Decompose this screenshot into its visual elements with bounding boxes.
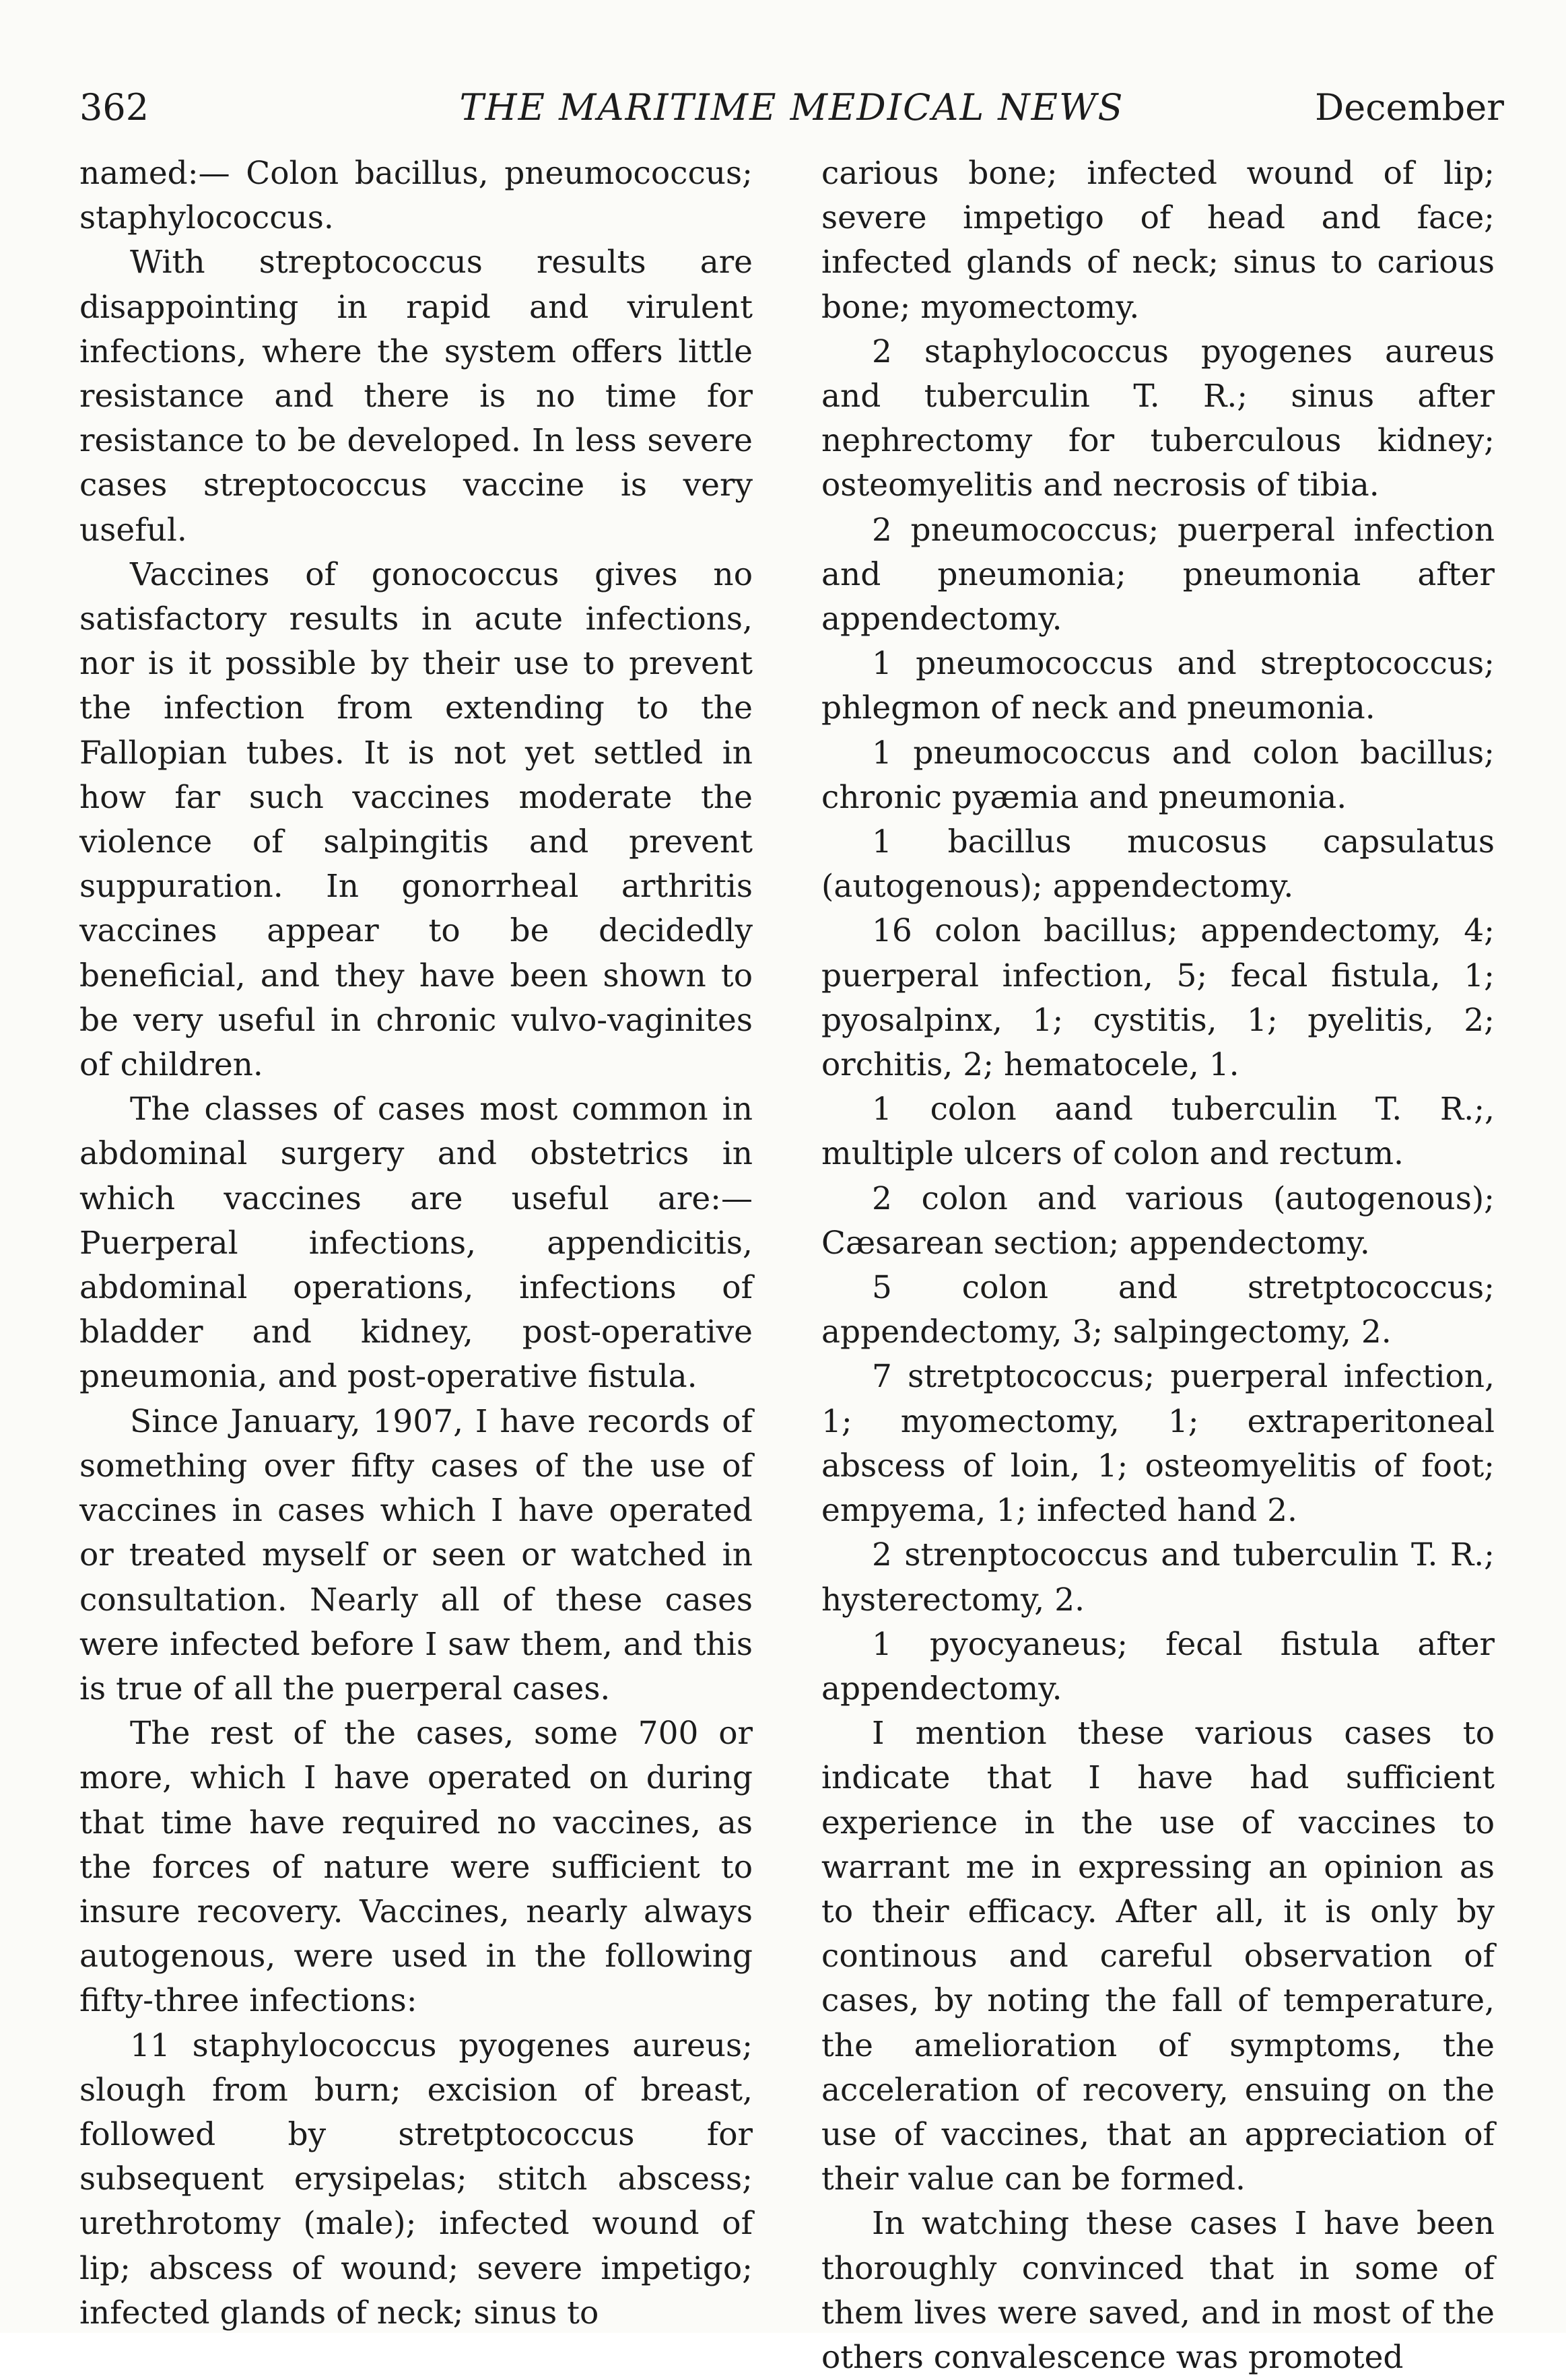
paragraph: The rest of the cases, some 700 or more, which I have operated on during that time have required no vaccines, as the forces of nature were sufficient to insure recovery. Vaccines, nearly always autogenous, were used in the following fifty-three infections: xyxy=(79,1715,753,2020)
paragraph: 1 colon aand tuberculin T. R.;, multiple ulcers of colon and rectum. xyxy=(821,1091,1495,1173)
paragraph: 2 staphylococcus pyogenes aureus and tuberculin T. R.; sinus after nephrectomy for tuberculous kidney; osteomyelitis and necrosis of tibia. xyxy=(821,333,1495,504)
paragraph: 2 colon and various (autogenous); Cæsarean section; appendectomy. xyxy=(821,1180,1495,1262)
paragraph: 1 bacillus mucosus capsulatus (autogenous); appendectomy. xyxy=(821,823,1495,906)
issue-month: December xyxy=(1315,86,1504,129)
paragraph: The classes of cases most common in abdominal surgery and obstetrics in which vaccines are useful are:—Puerperal infections, appendicitis, abdominal operations, infections of bladder and kidney, post-operative pneumonia, and post-operative fistula. xyxy=(79,1091,753,1396)
paragraph: 1 pyocyaneus; fecal fistula after appendectomy. xyxy=(821,1625,1495,1707)
paragraph: 1 pneumococcus and colon bacillus; chronic pyæmia and pneumonia. xyxy=(821,734,1495,816)
running-header xyxy=(79,81,1504,135)
paragraph: Vaccines of gonococcus gives no satisfactory results in acute infections, nor is it possible by their use to prevent the infection from extending to the Fallopian tubes. It is not yet settled in how far such vaccines moderate the violence of salpingitis and prevent suppuration. In gonorrheal arthritis vaccines appear to be decidedly beneficial, and they have been shown to be very useful in chronic vulvo-vaginites of children. xyxy=(79,555,753,1084)
paragraph: With streptococcus results are disappointing in rapid and virulent infections, where the system offers little resistance and there is no time for resistance to be developed. In less severe cases streptococcus vaccine is very useful. xyxy=(79,244,753,549)
paragraph: 11 staphylococcus pyogenes aureus; slough from burn; excision of breast, followed by stretptococcus for subsequent erysipelas; stitch abscess; urethrotomy (male); infected wound of lip; abscess of wound; severe impetigo; infected glands of neck; sinus to xyxy=(79,2027,753,2332)
journal-title: THE MARITIME MEDICAL NEWS xyxy=(459,86,1124,129)
paragraph: 16 colon bacillus; appendectomy, 4; puerperal infection, 5; fecal fistula, 1; pyosalpinx, 1; cystitis, 1; pyelitis, 2; orchitis, 2; hematocele, 1. xyxy=(821,912,1495,1084)
right-column xyxy=(821,151,1495,2380)
left-column xyxy=(79,151,753,2336)
paragraph: 1 pneumococcus and streptococcus; phlegmon of neck and pneumonia. xyxy=(821,645,1495,727)
paragraph: named:— Colon bacillus, pneumococcus; staphylococcus. xyxy=(79,155,753,237)
paragraph: carious bone; infected wound of lip; severe impetigo of head and face; infected glands of neck; sinus to carious bone; myomectomy. xyxy=(821,155,1495,326)
paragraph: 5 colon and stretptococcus; appendectomy, 3; salpingectomy, 2. xyxy=(821,1269,1495,1351)
page-number: 362 xyxy=(79,86,149,129)
paragraph: 2 pneumococcus; puerperal infection and pneumonia; pneumonia after appendectomy. xyxy=(821,511,1495,638)
paragraph: 7 stretptococcus; puerperal infection, 1; myomectomy, 1; extraperitoneal abscess of loin, 1; osteomyelitis of foot; empyema, 1; infected hand 2. xyxy=(821,1358,1495,1530)
paragraph: In watching these cases I have been thoroughly convinced that in some of them lives were saved, and in most of the others convalescence was promoted xyxy=(821,2205,1495,2376)
paragraph: 2 strenptococcus and tuberculin T. R.; hysterectomy, 2. xyxy=(821,1536,1495,1619)
paragraph: Since January, 1907, I have records of something over fifty cases of the use of vaccines in cases which I have operated or treated myself or seen or watched in consultation. Nearly all of these cases were infected before I saw them, and this is true of all the puerperal cases. xyxy=(79,1402,753,1707)
paragraph: I mention these various cases to indicate that I have had sufficient experience in the use of vaccines to warrant me in expressing an opinion as to their efficacy. After all, it is only by continous and careful observation of cases, by noting the fall of temperature, the amelioration of symptoms, the acceleration of recovery, ensuing on the use of vaccines, that an appreciation of their value can be formed. xyxy=(821,1715,1495,2198)
